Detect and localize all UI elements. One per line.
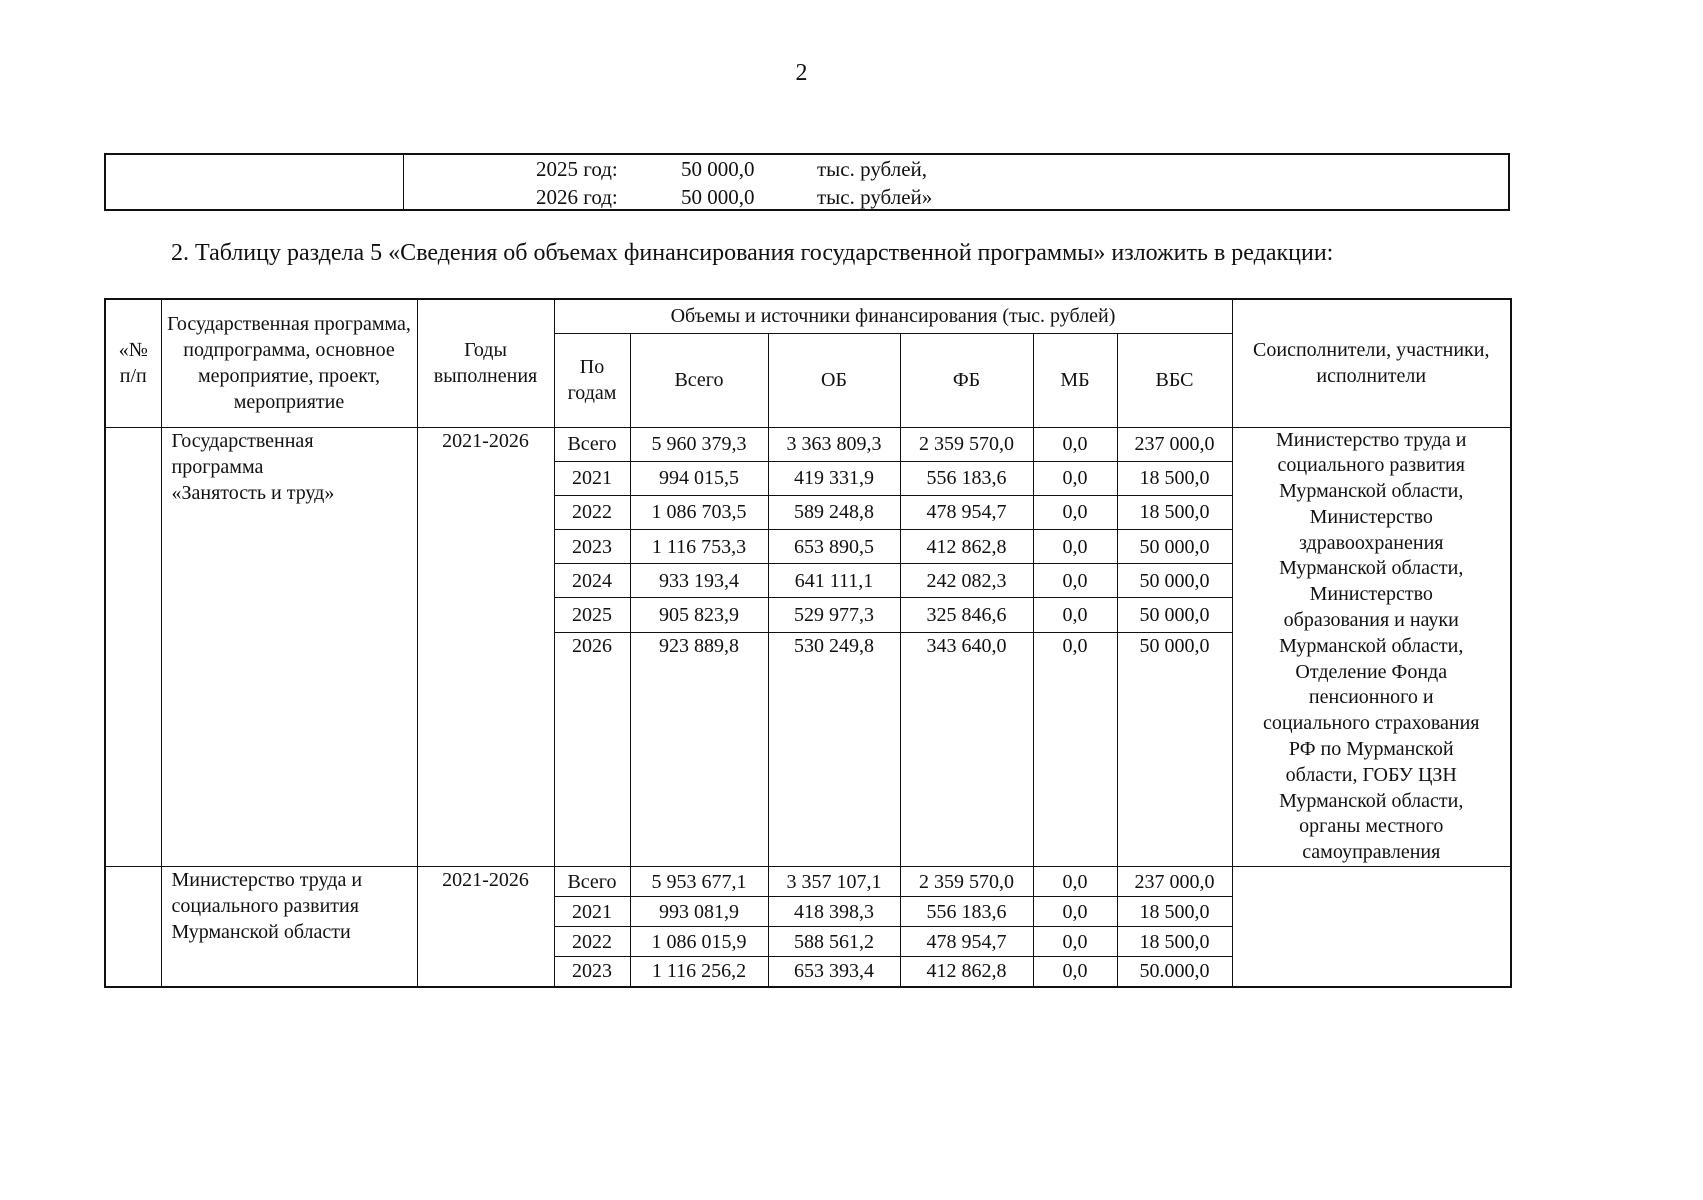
fb-cell: 2 359 570,0 — [900, 427, 1033, 461]
fb-cell: 343 640,0 — [900, 632, 1033, 866]
header-executors: Соисполнители, участники, исполнители — [1232, 299, 1511, 427]
ob-cell: 641 111,1 — [768, 564, 900, 598]
program-name-line: Мурманской области — [171, 921, 351, 944]
vbs-cell: 50 000,0 — [1117, 564, 1232, 598]
executor-line: Мурманской области, — [1279, 789, 1464, 812]
header-ob: ОБ — [768, 333, 900, 427]
fb-cell: 556 183,6 — [900, 897, 1033, 927]
executor-line: Мурманской области, — [1279, 480, 1464, 503]
header-by-year: По годам — [554, 333, 630, 427]
total-cell: 1 086 703,5 — [630, 495, 768, 529]
header-fb: ФБ — [900, 333, 1033, 427]
period-cell: 2022 — [554, 495, 630, 529]
header-program: Государственная программа, подпрограмма, основное мероприятие, проект, мероприятие — [161, 299, 417, 427]
amount-value: 50 000,0 — [681, 157, 755, 181]
executor-line: РФ по Мурманской — [1288, 738, 1454, 761]
total-cell: 5 953 677,1 — [630, 867, 768, 897]
ob-cell: 588 561,2 — [768, 927, 900, 957]
executor-line: области, ГОБУ ЦЗН — [1285, 763, 1457, 786]
fb-cell: 478 954,7 — [900, 927, 1033, 957]
executor-line: Отделение Фонда — [1295, 660, 1448, 683]
header-funding-group: Объемы и источники финансирования (тыс. рублей) — [554, 299, 1232, 333]
executor-line: пенсионного и — [1308, 686, 1434, 709]
ob-cell: 419 331,9 — [768, 461, 900, 495]
vbs-cell: 50 000,0 — [1117, 632, 1232, 866]
unit-label: тыс. рублей, — [817, 157, 928, 181]
fb-cell: 242 082,3 — [900, 564, 1033, 598]
fb-cell: 478 954,7 — [900, 495, 1033, 529]
executors-cell — [1232, 867, 1511, 987]
executor-line: образования и науки — [1283, 609, 1459, 632]
amount-value: 50 000,0 — [681, 185, 755, 209]
executor-line: Министерство — [1309, 505, 1433, 528]
ob-cell: 530 249,8 — [768, 632, 900, 866]
fb-cell: 556 183,6 — [900, 461, 1033, 495]
total-cell: 1 086 015,9 — [630, 927, 768, 957]
executor-line: здравоохранения — [1299, 531, 1444, 554]
fb-cell: 412 862,8 — [900, 957, 1033, 987]
total-cell: 1 116 753,3 — [630, 530, 768, 564]
table-row — [105, 427, 1511, 461]
executor-line: самоуправления — [1302, 841, 1441, 864]
vbs-cell: 50 000,0 — [1117, 530, 1232, 564]
executor-line: Министерство — [1309, 583, 1433, 606]
years-cell: 2021-2026 — [417, 867, 554, 987]
period-cell: Всего — [554, 867, 630, 897]
table-divider — [403, 155, 404, 209]
header-vbs: ВБС — [1117, 333, 1232, 427]
mb-cell: 0,0 — [1033, 530, 1117, 564]
ob-cell: 3 357 107,1 — [768, 867, 900, 897]
program-name-line: социального развития — [171, 895, 359, 918]
period-cell: 2025 — [554, 598, 630, 632]
ob-cell: 418 398,3 — [768, 897, 900, 927]
header-years: Годы выполнения — [417, 299, 554, 427]
total-cell: 905 823,9 — [630, 598, 768, 632]
executor-line: Министерство труда и — [1275, 428, 1467, 451]
header-mb: МБ — [1033, 333, 1117, 427]
ob-cell: 653 393,4 — [768, 957, 900, 987]
total-cell: 993 081,9 — [630, 897, 768, 927]
years-cell: 2021-2026 — [417, 427, 554, 867]
period-cell: 2021 — [554, 897, 630, 927]
header-number: «№ п/п — [105, 299, 161, 427]
ob-cell: 3 363 809,3 — [768, 427, 900, 461]
program-name-cell — [161, 867, 417, 987]
program-name-line: программа — [171, 455, 264, 478]
total-cell: 1 116 256,2 — [630, 957, 768, 987]
period-cell: 2022 — [554, 927, 630, 957]
period-cell: 2023 — [554, 530, 630, 564]
row-number-cell — [105, 427, 161, 867]
period-cell: 2021 — [554, 461, 630, 495]
fb-cell: 412 862,8 — [900, 530, 1033, 564]
total-cell: 5 960 379,3 — [630, 427, 768, 461]
table-row — [105, 867, 1511, 897]
executor-line: Мурманской области, — [1279, 557, 1464, 580]
executors-cell — [1232, 427, 1511, 867]
mb-cell: 0,0 — [1033, 927, 1117, 957]
mb-cell: 0,0 — [1033, 461, 1117, 495]
year-label: 2025 год: — [536, 157, 618, 181]
continuation-table — [104, 153, 1510, 211]
mb-cell: 0,0 — [1033, 598, 1117, 632]
mb-cell: 0,0 — [1033, 564, 1117, 598]
period-cell: Всего — [554, 427, 630, 461]
unit-label: тыс. рублей» — [817, 185, 933, 209]
period-cell: 2023 — [554, 957, 630, 987]
executor-line: социального страхования — [1263, 712, 1480, 735]
total-cell: 933 193,4 — [630, 564, 768, 598]
program-name-line: «Занятость и труд» — [171, 481, 335, 504]
program-name-line: Государственная — [171, 429, 314, 452]
vbs-cell: 18 500,0 — [1117, 461, 1232, 495]
program-name-line: Министерство труда и — [171, 869, 363, 892]
vbs-cell: 50.000,0 — [1117, 957, 1232, 987]
program-name-cell — [161, 427, 417, 867]
mb-cell: 0,0 — [1033, 632, 1117, 866]
period-cell: 2024 — [554, 564, 630, 598]
mb-cell: 0,0 — [1033, 867, 1117, 897]
mb-cell: 0,0 — [1033, 957, 1117, 987]
vbs-cell: 18 500,0 — [1117, 927, 1232, 957]
executor-line: Мурманской области, — [1279, 634, 1464, 657]
vbs-cell: 18 500,0 — [1117, 897, 1232, 927]
funding-table — [104, 298, 1512, 988]
page-number: 2 — [795, 60, 808, 86]
header-total: Всего — [630, 333, 768, 427]
year-label: 2026 год: — [536, 185, 618, 209]
ob-cell: 589 248,8 — [768, 495, 900, 529]
ob-cell: 653 890,5 — [768, 530, 900, 564]
intro-paragraph: 2. Таблицу раздела 5 «Сведения об объемах финансирования государственной программы» изложить в редакции: — [171, 240, 1334, 266]
fb-cell: 325 846,6 — [900, 598, 1033, 632]
vbs-cell: 237 000,0 — [1117, 427, 1232, 461]
executor-line: органы местного — [1299, 815, 1444, 838]
vbs-cell: 237 000,0 — [1117, 867, 1232, 897]
fb-cell: 2 359 570,0 — [900, 867, 1033, 897]
total-cell: 923 889,8 — [630, 632, 768, 866]
row-number-cell — [105, 867, 161, 987]
total-cell: 994 015,5 — [630, 461, 768, 495]
vbs-cell: 50 000,0 — [1117, 598, 1232, 632]
mb-cell: 0,0 — [1033, 495, 1117, 529]
mb-cell: 0,0 — [1033, 427, 1117, 461]
vbs-cell: 18 500,0 — [1117, 495, 1232, 529]
ob-cell: 529 977,3 — [768, 598, 900, 632]
period-cell: 2026 — [554, 632, 630, 866]
executor-line: социального развития — [1277, 454, 1465, 477]
mb-cell: 0,0 — [1033, 897, 1117, 927]
